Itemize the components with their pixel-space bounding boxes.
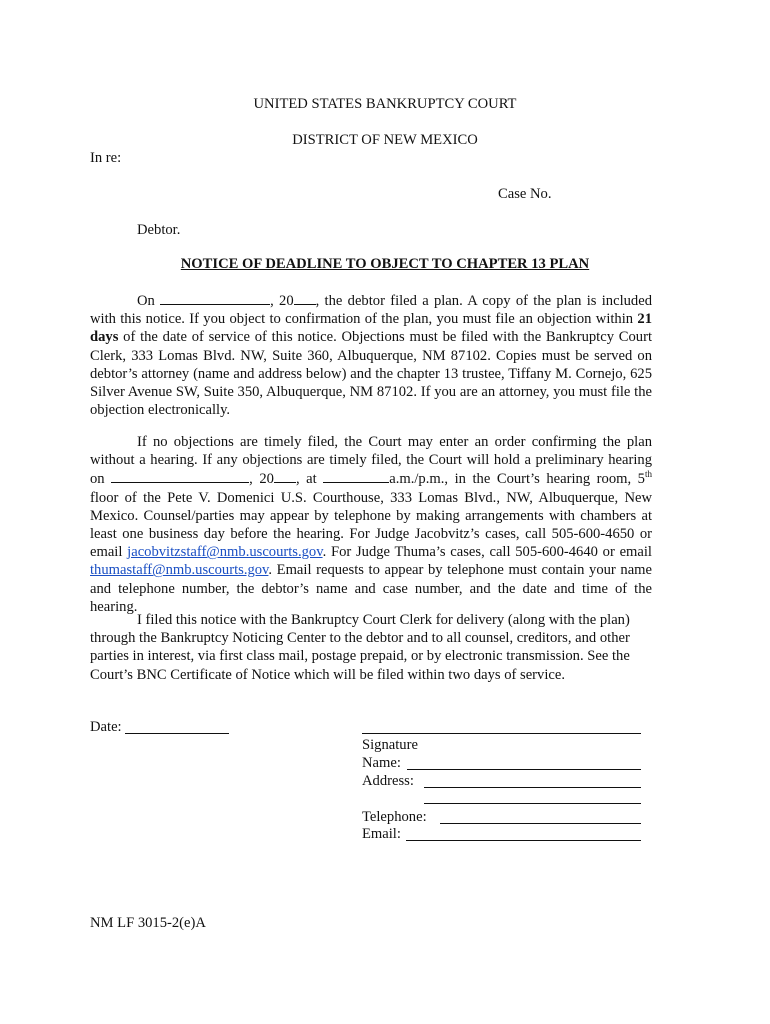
- hearing-year-blank[interactable]: [274, 469, 296, 483]
- name-label: Name:: [362, 755, 401, 771]
- plan-year-blank[interactable]: [294, 291, 316, 305]
- hearing-time-blank[interactable]: [323, 469, 389, 483]
- signature-label: Signature: [362, 737, 418, 753]
- district-name: DISTRICT OF NEW MEXICO: [292, 132, 478, 148]
- court-name: UNITED STATES BANKRUPTCY COURT: [253, 96, 517, 112]
- email-blank[interactable]: [406, 840, 641, 841]
- paragraph-plan-filed: On , 20 , the debtor filed a plan. A copy of the plan is included with this notice. If you object to confirmation of the plan, you must file an objection within 21 days of the date of service of this notice. Objections must be filed with the Bankruptcy Court Clerk, 333 Lomas Blvd. NW, Suite 360, Albuquerque, NM 87102. Copies must be served on debtor’s attorney (name and address below) and the chapter 13 trustee, Tiffany M. Cornejo, 625 Silver Avenue SW, Suite 350, Albuquerque, NM 87102. If you are an attorney, you must file the objection electronically.: [90, 293, 653, 419]
- address-label: Address:: [362, 773, 414, 789]
- telephone-blank[interactable]: [440, 823, 641, 824]
- email-label: Email:: [362, 826, 401, 842]
- signature-line[interactable]: [362, 733, 641, 734]
- notice-title: NOTICE OF DEADLINE TO OBJECT TO CHAPTER 13 PLAN: [180, 256, 590, 272]
- plan-date-blank[interactable]: [160, 291, 270, 305]
- date-label: Date:: [90, 719, 122, 735]
- address-blank-line-1[interactable]: [424, 787, 641, 788]
- thuma-email-link[interactable]: thumastaff@nmb.uscourts.gov: [90, 562, 269, 579]
- debtor-label: Debtor.: [137, 222, 181, 238]
- hearing-date-blank[interactable]: [111, 469, 249, 483]
- telephone-label: Telephone:: [362, 809, 427, 825]
- jacobvitz-email-link[interactable]: jacobvitzstaff@nmb.uscourts.gov: [127, 544, 323, 561]
- paragraph-hearing: If no objections are timely filed, the Court may enter an order confirming the plan without a hearing. If any objections are timely filed, the Court will hold a preliminary hearing on , 20 , at a.m./p.m., in the Court’s hearing room, 5th floor of the Pete V. Domenici U.S. Courthouse, 333 Lomas Blvd., NW, Albuquerque, New Mexico. Counsel/parties may appear by telephone by making arrangements with chambers at least one business day before the hearing. For Judge Jacobvitz’s cases, call 505-600-4650 or email jacobvitzstaff@nmb.uscourts.gov. For Judge Thuma’s cases, call 505-600-4640 or email thumastaff@nmb.uscourts.gov. Email requests to appear by telephone must contain your name and telephone number, the debtor’s name and case number, and the date and time of the hearing.: [90, 434, 652, 615]
- paragraph-certificate: I filed this notice with the Bankruptcy Court Clerk for delivery (along with the plan) through the Bankruptcy Noticing Center to the debtor and to all counsel, creditors, and other parties in interest, via first class mail, postage prepaid, or by electronic transmission. See the Court’s BNC Certificate of Notice which will be filed within two days of service.: [90, 612, 630, 683]
- name-blank[interactable]: [407, 769, 641, 770]
- case-number-label: Case No.: [498, 186, 552, 202]
- objection-deadline: 21 days: [90, 311, 652, 346]
- in-re-label: In re:: [90, 150, 122, 166]
- address-blank-line-2[interactable]: [424, 803, 641, 804]
- date-blank[interactable]: [125, 733, 229, 734]
- form-number: NM LF 3015-2(e)A: [90, 915, 206, 931]
